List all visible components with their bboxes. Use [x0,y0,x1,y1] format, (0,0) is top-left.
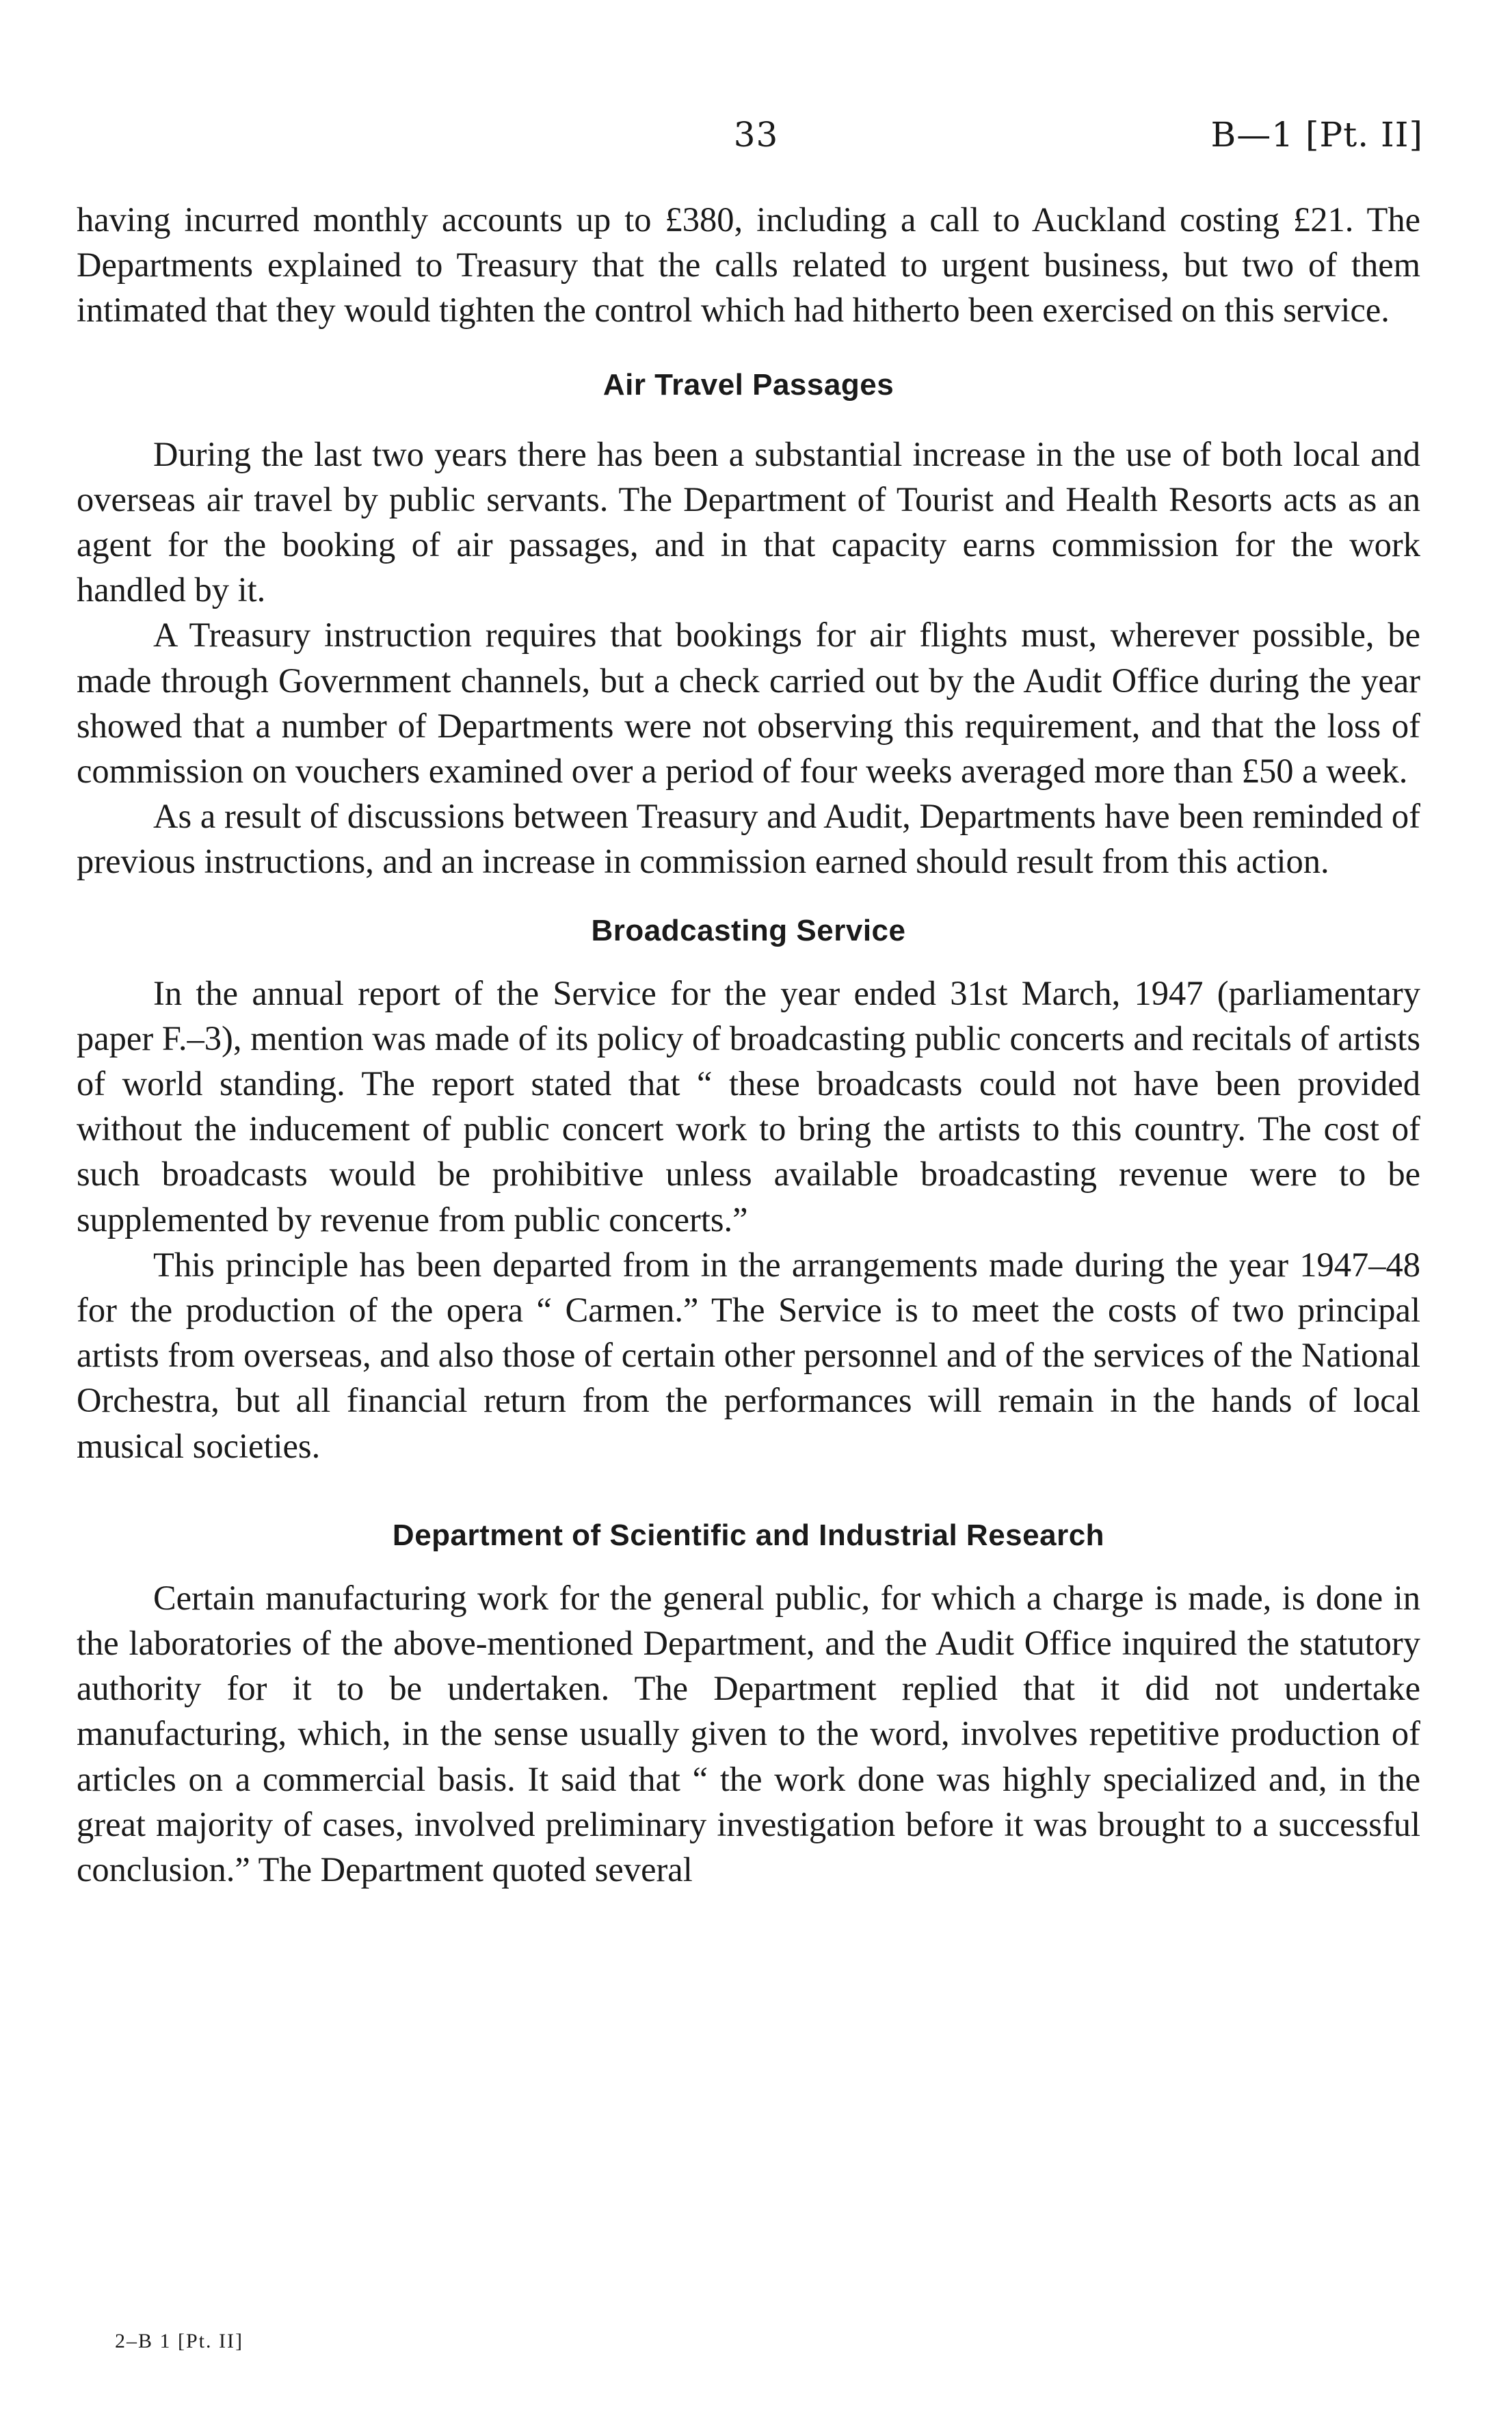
broadcasting-paragraph-2: This principle has been departed from in the arrangements made during the year 1947–48 for the production of the opera “ Carmen.” The Service is to meet the costs of two principal artists from overseas, and also those of certain other personnel and of the services of the National Orchestra, but all financial return from the performances will remain in the hands of local musical societies. [77,1245,1420,1465]
air-travel-paragraph-1: During the last two years there has been a substantial increase in the use of both local and overseas air travel by public servants. The Department of Tourist and Health Resorts acts as an agent for the booking of air passages, and in that capacity earns commission for the work handled by it. [77,434,1420,609]
document-reference: B—1 [Pt. II] [1210,115,1423,155]
dsir-paragraph-1: Certain manufacturing work for the general public, for which a charge is made, is done in the laboratories of the above-mentioned Department, and the Audit Office inquired the statutory authority for it to be undertaken. The Department replied that it did not undertake manufacturing, which, in the sense usually given to the word, involves repetitive production of articles on a commercial basis. It said that “ the work done was highly specialized and, in the great majority of cases, involved preliminary investigation before it was brought to a successful conclusion.” The Department quoted several [77,1578,1420,1889]
footer-reference: 2–B 1 [Pt. II] [115,2330,243,2352]
section-heading-air-travel: Air Travel Passages [602,367,894,402]
page-number: 33 [733,115,779,155]
air-travel-paragraph-2: A Treasury instruction requires that bookings for air flights must, wherever possible, be made through Government channels, but a check carried out by the Audit Office during the year showed that a number of Departments were not observing this requirement, and that the loss of commission on vouchers examined over a period of four weeks averaged more than £50 a week. [77,616,1420,791]
section-heading-broadcasting: Broadcasting Service [591,913,906,947]
body-text [77,197,1420,1892]
air-travel-paragraph-3: As a result of discussions between Treasury and Audit, Departments have been reminded of previous instructions, and an increase in commission earned should result from this action. [77,797,1420,881]
broadcasting-paragraph-1: In the annual report of the Service for the year ended 31st March, 1947 (parliamentary paper F.–3), mention was made of its policy of broadcasting public concerts and recitals of artists of world standing. The report stated that “ these broadcasts could not have been provided without the inducement of public concert work to bring the artists to this country. The cost of such broadcasts would be prohibitive unless available broadcasting revenue were to be supplemented by revenue from public concerts.” [77,973,1420,1239]
section-heading-dsir: Department of Scientific and Industrial Research [392,1518,1105,1552]
intro-paragraph: having incurred monthly accounts up to £380, including a call to Auckland costing £21. The Departments explained to Treasury that the calls related to urgent business, but two of them intimated that they would tighten the control which had hitherto been exercised on this service. [77,200,1420,330]
